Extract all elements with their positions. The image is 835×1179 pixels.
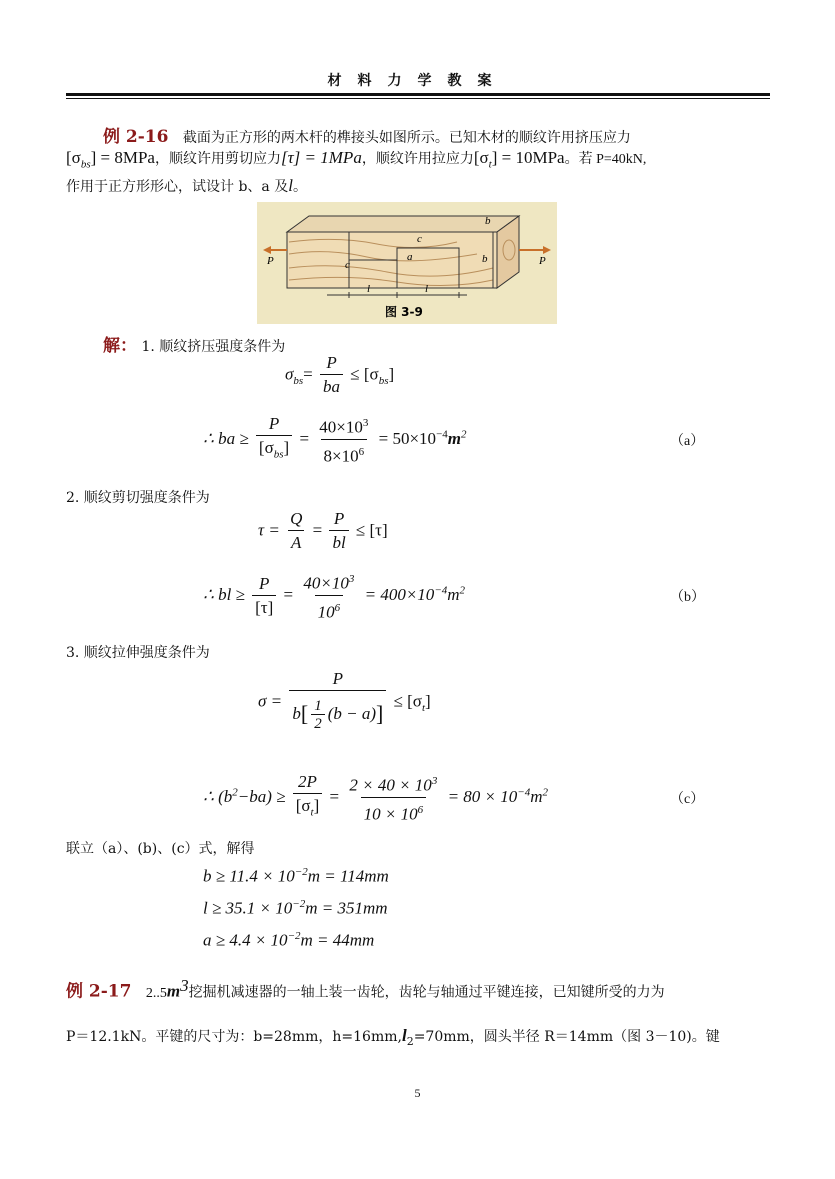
combine-text: 联立（a）、(b)、(c）式，解得 bbox=[66, 841, 255, 857]
solution-step2: 2. 顺纹剪切强度条件为 bbox=[66, 490, 210, 506]
example-16-line2 bbox=[66, 148, 646, 170]
allowable-tensile-stress: $[\sigma_t] = 10MPa$ bbox=[473, 148, 565, 171]
example-16-text1: 截面为正方形的两木杆的榫接头如图所示。已知木材的顺纹许用挤压应力 bbox=[182, 130, 631, 146]
label-P-right: P bbox=[539, 255, 546, 267]
solution-step3: 3. 顺纹拉伸强度条件为 bbox=[66, 645, 210, 661]
solution-step1 bbox=[103, 331, 285, 356]
equation-shear-condition: τ = $\frac{Q}{A}$ = $\frac{P}{bl}$ ≤ [τ] bbox=[258, 508, 388, 555]
equation-bl: ∴ bl ≥ $\frac{P}{[\tau]}$ = $\frac{40\times 10^3}{10^6}$ = $400\times 10^{-4}m^2$ bbox=[203, 568, 465, 624]
tenon-joint-diagram bbox=[257, 202, 557, 324]
result-l: $l \ge 35.1 \times 10^{-2}m = 351mm$ bbox=[203, 898, 388, 918]
example-16-label: 例 2-16 bbox=[103, 127, 169, 147]
example-16-line3: 作用于正方形形心，试设计 b、a 及l。 bbox=[66, 176, 307, 195]
equation-number-c: （c） bbox=[670, 792, 705, 807]
example-16-text4: 。若 P=40kN, bbox=[564, 152, 647, 167]
equation-b2-ba: ∴ $(b^2-ba)$ ≥ $\frac{2P}{[\sigma_t]}$ = $\frac{2 \times 40 \times 10^3}{10 \times 10^6}$ = $80 \times 10^{-4}m^2$ bbox=[203, 770, 548, 826]
step1-title: 1. 顺纹挤压强度条件为 bbox=[141, 339, 286, 355]
result-a: $a \ge 4.4 \times 10^{-2}m = 44mm$ bbox=[203, 930, 375, 950]
example-17-line2: P＝12.1kN。平键的尺寸为：b=28mm，$h=16mm,l_2=70mm$，圆头半径 R＝14mm（图 3－10)。键 bbox=[66, 1026, 720, 1048]
equation-number-a: （a） bbox=[670, 434, 705, 449]
solution-label: 解： bbox=[103, 336, 137, 356]
figure-caption: 图 3-9 bbox=[385, 305, 423, 319]
label-c-top: c bbox=[417, 233, 422, 245]
example-17-label: 例 2-17 bbox=[66, 981, 132, 1002]
header-rule-thin bbox=[66, 98, 770, 99]
example-17-line1: 例 2-17 $2..5m^3$挖掘机减速器的一轴上装一齿轮，齿轮与轴通过平键连接，已知键所受的力为 bbox=[66, 976, 665, 1002]
page-number: 5 bbox=[414, 1086, 421, 1100]
label-b-side: b bbox=[482, 253, 488, 265]
label-l-1: l bbox=[367, 283, 371, 295]
equation-number-b: （b） bbox=[670, 590, 705, 605]
page-header-title: 材料力学教案 bbox=[327, 73, 508, 89]
equation-tension-condition: σ = P b[ $\frac{1}{2}$ (b − a)] ≤ $[\sigma_t]$ bbox=[258, 668, 431, 737]
label-c-bottom: c bbox=[345, 259, 350, 271]
result-b: $b \ge 11.4 \times 10^{-2}m = 114mm$ bbox=[203, 866, 389, 886]
label-l-2: l bbox=[425, 283, 429, 295]
example-16-text3: ，顺纹许用拉应力 bbox=[361, 151, 474, 167]
figure-tenon-joint bbox=[257, 202, 557, 324]
label-b-top: b bbox=[485, 215, 491, 227]
equation-ba: ∴ ba ≥ $\frac{P}{[\sigma_{bs}]}$ = $\frac{40\times 10^3}{8\times 10^6}$ = $50\times 10^{-4}m^2$ bbox=[203, 412, 467, 468]
header-rule-thick bbox=[66, 93, 770, 96]
allowable-bearing-stress: $[\sigma_{bs}] = 8MPa$ bbox=[66, 148, 155, 171]
label-a: a bbox=[407, 251, 413, 263]
allowable-shear-stress: [τ] = 1MPa bbox=[280, 148, 362, 167]
example-16-line1 bbox=[103, 122, 631, 147]
equation-bearing-condition: $\sigma_{bs}=$ $\frac{P}{ba}$ ≤ $[\sigma_{bs}]$ bbox=[285, 352, 394, 399]
example-16-text2: ，顺纹许用剪切应力 bbox=[154, 151, 281, 167]
label-P-left: P bbox=[267, 255, 274, 267]
